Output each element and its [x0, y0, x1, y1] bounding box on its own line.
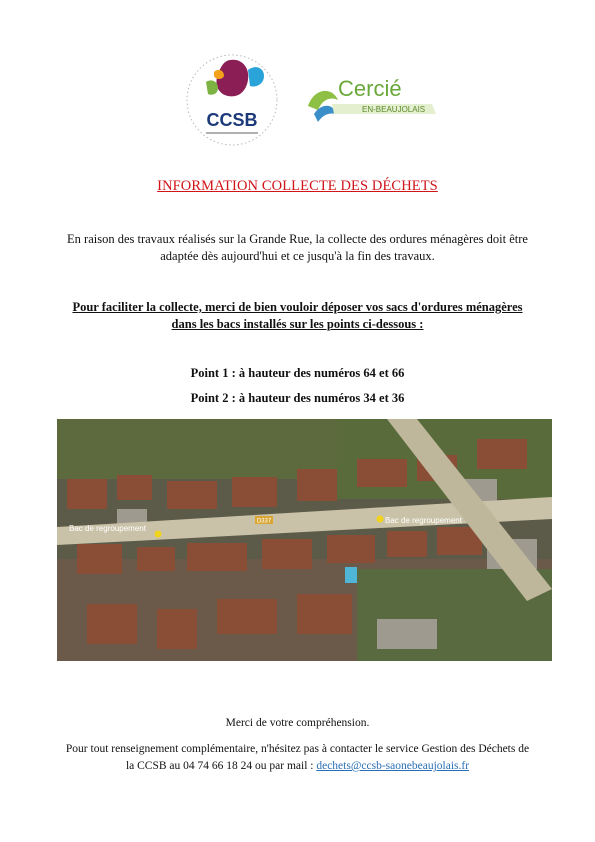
instruction-paragraph: Pour faciliter la collecte, merci de bien vouloir déposer vos sacs d'ordures ménagères dans les bacs installés sur les points ci-dessous : [72, 300, 523, 331]
cercie-logo-sub: EN-BEAUJOLAIS [362, 105, 426, 114]
contact-text: Pour tout renseignement complémentaire, n'hésitez pas à contacter le service Gestion des Déchets de la CCSB au 04 74 66 18 24 ou par mail : [65, 743, 530, 772]
ccsb-logo [178, 46, 286, 154]
map-marker-1-label: Bac de regroupement [69, 524, 146, 533]
collection-point-2: Point 2 : à hauteur des numéros 34 et 36 [190, 391, 405, 405]
map-marker-2-label: Bac de regroupement [385, 516, 462, 525]
collection-point-1: Point 1 : à hauteur des numéros 64 et 66 [190, 366, 405, 380]
map-marker-1 [155, 531, 162, 538]
contact-email-link[interactable]: dechets@ccsb-saonebeaujolais.fr [316, 760, 470, 772]
thanks-line: Merci de votre compréhension. [225, 717, 370, 729]
ccsb-logo-text: CCSB [206, 110, 258, 130]
page-title: INFORMATION COLLECTE DES DÉCHETS [157, 178, 438, 194]
header-logos [0, 40, 595, 150]
cercie-logo-main: Cercié [338, 76, 402, 101]
cercie-logo [304, 70, 444, 130]
intro-paragraph: En raison des travaux réalisés sur la Grande Rue, la collecte des ordures ménagères doit être adaptée dès aujourd'hui et ce jusqu'à la fin des travaux. [67, 232, 528, 263]
contact-paragraph [64, 741, 531, 775]
aerial-map [57, 419, 552, 661]
map-marker-2 [377, 516, 384, 523]
map-road-label: D337 [256, 518, 272, 525]
aerial-map-image [57, 419, 552, 661]
